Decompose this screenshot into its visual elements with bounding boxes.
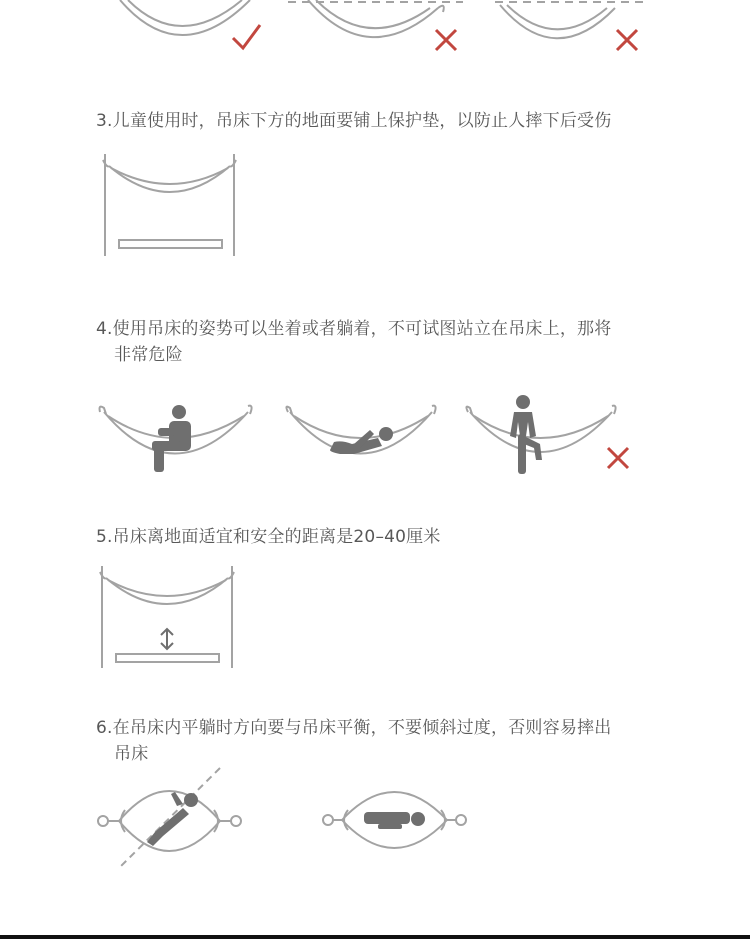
hammock-sitting [96,400,256,480]
cross-icon [617,30,637,50]
hammock-too-tight [288,0,468,60]
section-6-line-2: 吊床 [114,744,149,764]
bottom-divider [0,935,750,939]
section-4-text [96,316,611,368]
hammock-with-protective-mat [95,148,245,260]
hammock-lying [282,400,442,480]
protective-mat [119,240,222,248]
section-5-text: 5.吊床离地面适宜和安全的距离是20–40厘米 [96,527,441,547]
person-lying-diagonal [147,792,198,846]
cross-icon [608,448,628,468]
double-arrow-icon [161,629,173,649]
person-sitting [152,405,191,472]
person-lying-straight [364,812,425,829]
hammock-hung-correctly [100,0,270,60]
check-icon [233,25,260,48]
hammock-top-view-straight [320,780,470,860]
section-3-text: 3.儿童使用时，吊床下方的地面要铺上保护垫，以防止人摔下后受伤 [96,111,612,131]
hammock-uneven [495,0,655,60]
hammock-ground-distance [95,560,245,672]
hammock-standing [462,392,642,482]
ground-mat [116,654,219,662]
section-4-line-2: 非常危险 [114,345,183,365]
person-standing [510,395,542,474]
cross-icon [436,30,456,50]
section-6-line-1: 6.在吊床内平躺时方向要与吊床平衡，不要倾斜过度，否则容易摔出 [96,718,612,738]
section-6-text [96,715,611,767]
section-4-line-1: 4.使用吊床的姿势可以坐着或者躺着，不可试图站立在吊床上，那将 [96,319,612,339]
hammock-top-view-diagonal [95,766,245,872]
